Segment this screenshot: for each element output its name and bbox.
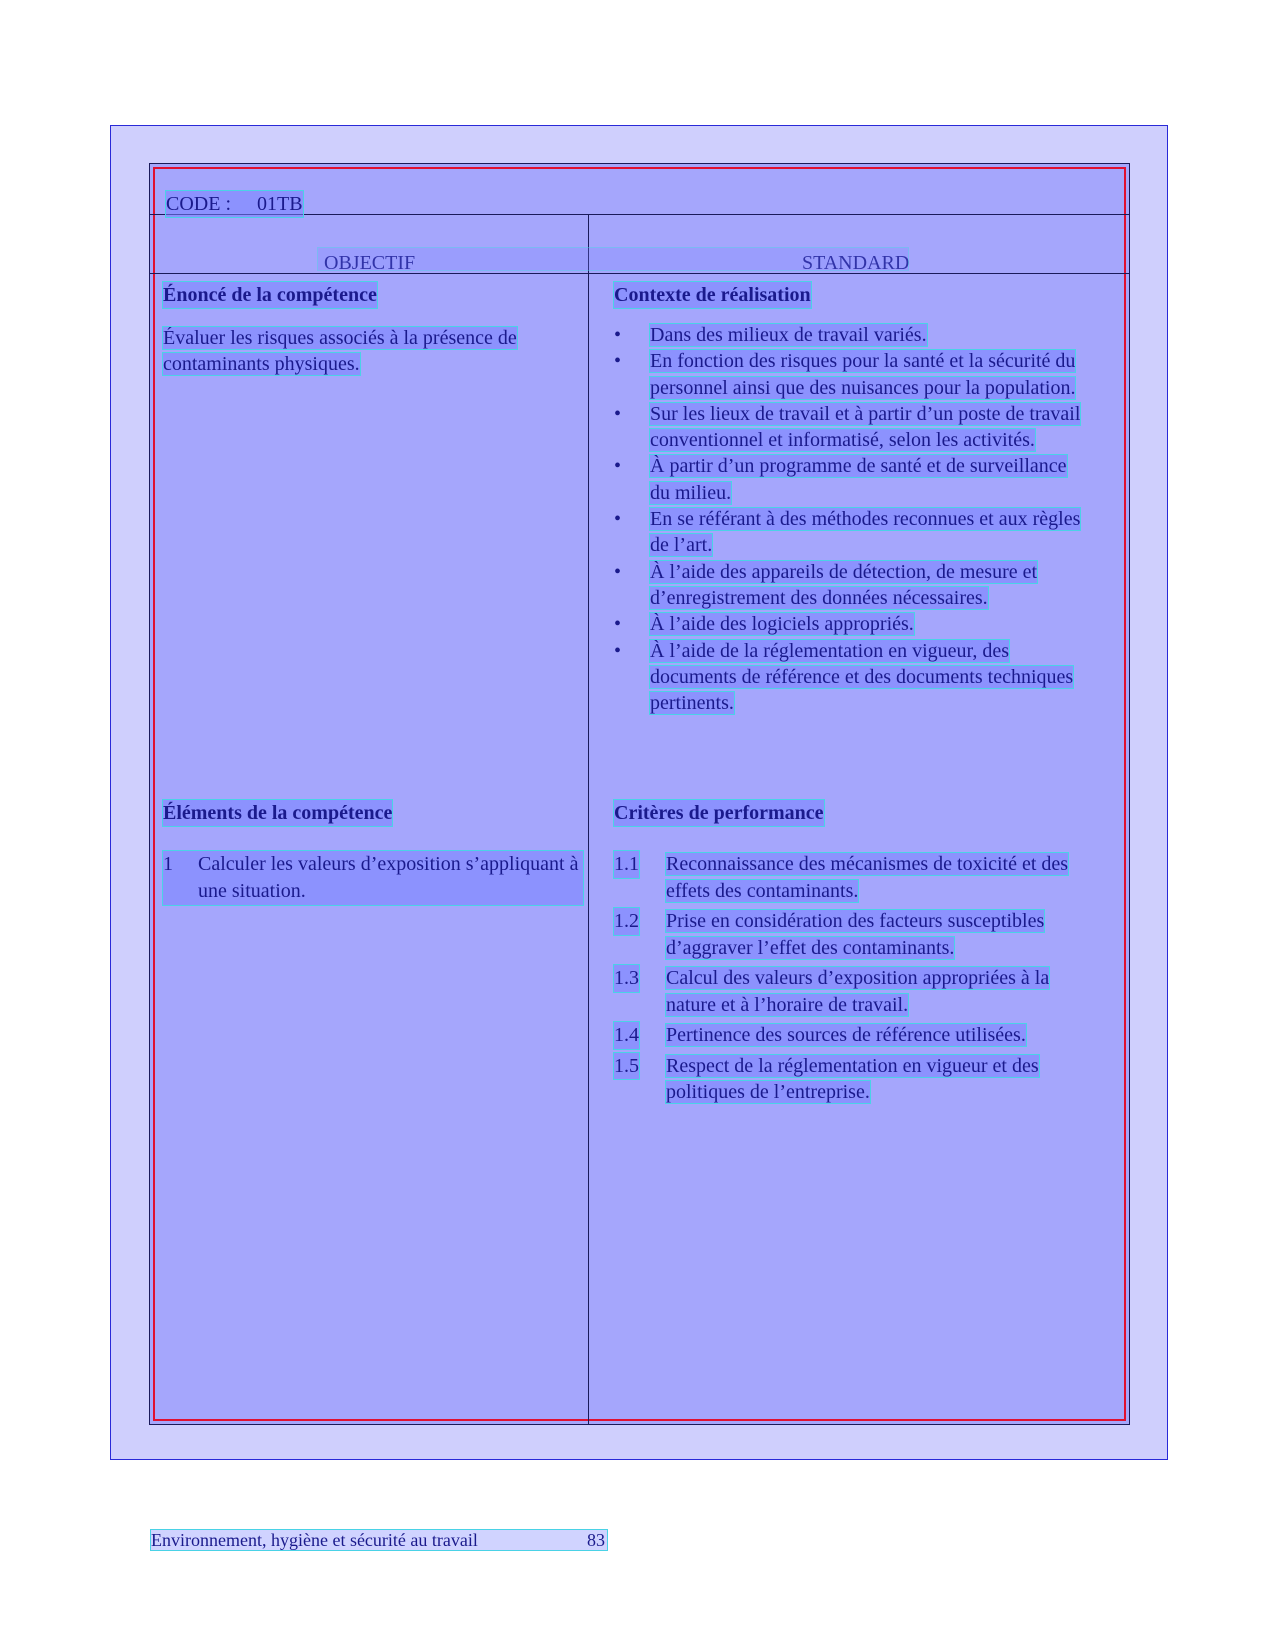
code-value: 01TB bbox=[257, 193, 303, 215]
bullet-icon: • bbox=[614, 324, 622, 346]
list-item: 1.3 Calcul des valeurs d’exposition appropriées à la nature et à l’horaire de travail. bbox=[614, 967, 1050, 1016]
bullet-icon: • bbox=[614, 560, 622, 583]
code-label: CODE : bbox=[166, 193, 231, 215]
code-line bbox=[166, 191, 303, 217]
bullet-icon: • bbox=[614, 639, 622, 662]
elements-title: Éléments de la compétence bbox=[163, 802, 393, 824]
list-item: 1.1 Reconnaissance des mécanismes de toxicité et des effets des contaminants. bbox=[614, 853, 1069, 902]
list-item: • En fonction des risques pour la santé et la sécurité du personnel ainsi que des nuisances pour la population. bbox=[614, 350, 1076, 399]
list-item: • À partir d’un programme de santé et de surveillance du milieu. bbox=[614, 455, 1067, 504]
list-item: 1.4 Pertinence des sources de référence utilisées. bbox=[614, 1022, 1104, 1049]
critere-number: 1.4 bbox=[614, 1022, 639, 1049]
list-item: • Sur les lieux de travail et à partir d’un poste de travail conventionnel et informatisé, selon les activités. bbox=[614, 402, 1081, 452]
bullet-icon: • bbox=[614, 613, 622, 636]
list-item: • En se référant à des méthodes reconnues et aux règles de l’art. bbox=[614, 508, 1081, 557]
critere-number: 1.1 bbox=[614, 851, 639, 878]
list-item: 1.5 Respect de la réglementation en vigueur et des politiques de l’entreprise. bbox=[614, 1054, 1039, 1103]
element-text: Calculer les valeurs d’exposition s’appliquant à une situation. bbox=[163, 851, 583, 905]
criteres-title: Critères de performance bbox=[614, 802, 824, 824]
column-header-objectif: OBJECTIF bbox=[324, 252, 416, 274]
column-divider bbox=[588, 214, 589, 1425]
list-item: • À l’aide des logiciels appropriés. bbox=[614, 611, 1084, 637]
criteres-list bbox=[614, 851, 1104, 1110]
contexte-title: Contexte de réalisation bbox=[614, 284, 811, 306]
list-item: • À l’aide de la réglementation en vigueur, des documents de référence et des documents techniques pertinents. bbox=[614, 639, 1074, 715]
critere-number: 1.2 bbox=[614, 908, 639, 935]
bullet-icon: • bbox=[614, 508, 622, 531]
bullet-icon: • bbox=[614, 350, 622, 373]
element-item bbox=[163, 851, 583, 905]
page-footer bbox=[151, 1530, 607, 1550]
bullet-icon: • bbox=[614, 402, 622, 425]
footer-title: Environnement, hygiène et sécurité au travail bbox=[151, 1530, 478, 1550]
column-header-divider bbox=[149, 273, 1130, 274]
page-number: 83 bbox=[587, 1530, 605, 1550]
critere-number: 1.3 bbox=[614, 965, 639, 992]
contexte-list bbox=[614, 322, 1084, 716]
list-item: • Dans des milieux de travail variés. bbox=[614, 322, 1084, 348]
column-header-standard: STANDARD bbox=[802, 252, 910, 274]
enonce-text: Évaluer les risques associés à la présence de contaminants physiques. bbox=[163, 327, 517, 375]
list-item: 1.2 Prise en considération des facteurs susceptibles d’aggraver l’effet des contaminants. bbox=[614, 910, 1045, 959]
element-number: 1 bbox=[163, 853, 173, 875]
enonce-title: Énoncé de la compétence bbox=[163, 284, 377, 306]
bullet-icon: • bbox=[614, 455, 622, 478]
column-header-band bbox=[318, 248, 908, 270]
list-item: • À l’aide des appareils de détection, de mesure et d’enregistrement des données nécessaires. bbox=[614, 560, 1038, 609]
critere-number: 1.5 bbox=[614, 1053, 639, 1080]
